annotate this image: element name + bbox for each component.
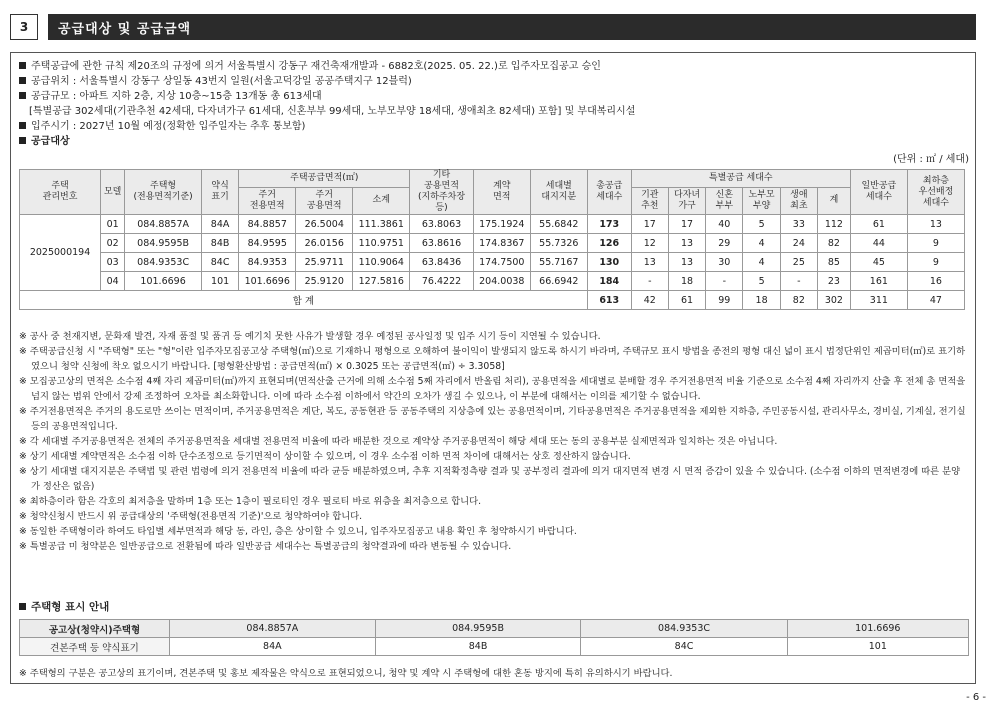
cell-sp: -	[706, 272, 743, 291]
header-other-common: 기타 공용면적 (지하주차장등)	[410, 170, 474, 215]
cell-excl: 84.9353	[239, 253, 296, 272]
table-row	[20, 234, 965, 253]
cell-sp: 17	[631, 215, 668, 234]
cell-common: 25.9711	[296, 253, 353, 272]
cell-contract: 204.0038	[473, 272, 530, 291]
bullet-square-icon	[19, 137, 26, 144]
cell-sp: 13	[668, 253, 705, 272]
header-housing-type: 주택형 (전용면적기준)	[125, 170, 202, 215]
cell-sp-sum: 23	[817, 272, 850, 291]
cell-excl: 101.6696	[239, 272, 296, 291]
header-common-area: 주거 공용면적	[296, 187, 353, 214]
bullet-square-icon	[19, 92, 26, 99]
intro-location: 공급위치 : 서울특별시 강동구 상일동 43번지 일원(서울고덕강일 공공주택지구 12블럭)	[19, 74, 635, 89]
cell-sp: 12	[631, 234, 668, 253]
note-item: ※ 최하층이라 함은 각호의 최저층을 말하며 1층 또는 1층이 필로티인 경우 필로티 바로 위층을 최저층으로 합니다.	[19, 496, 482, 507]
header-area-group: 주택공급면적(㎡)	[239, 170, 410, 188]
cell-type: 084.9595B	[125, 234, 202, 253]
total-sp: 18	[743, 291, 780, 310]
cell-sp: 18	[668, 272, 705, 291]
cell-land: 55.7167	[530, 253, 587, 272]
note-item: ※ 특별공급 미 청약분은 일반공급으로 전환됨에 따라 일반공급 세대수는 특별공급의 청약결과에 따라 변동될 수 있습니다.	[19, 541, 512, 552]
cell-abbr: 84B	[201, 234, 238, 253]
total-sp: 42	[631, 291, 668, 310]
header-sp-institution: 기관 추천	[631, 187, 668, 214]
header-sp-sum: 계	[817, 187, 850, 214]
type-display-note: ※ 주택형의 구분은 공고상의 표기이며, 견본주택 및 홍보 제작물은 약식으로 표현되었으니, 청약 및 계약 시 주택형에 대한 혼동 방지에 특히 유의하시기 바랍니다.	[19, 668, 673, 679]
cell-sp-sum: 82	[817, 234, 850, 253]
note-item: ※ 모집공고상의 면적은 소수점 4째 자리 제곱미터(㎡)까지 표현되며(면적산출 근거에 의해 소수점 5째 자리에서 반올림 처리), 공용면적을 세대별로 분배할 경우 주거전용면적 비율 기준으로 소수점 4째 자리까지 산출 후 전체 총 면적을 넘지 않는 범위 안에서 강제 조정하여 오차를 최소화합니다. 이에 따라 소수점 이하에서 약간의 오차가 생길 수 있으나, 이 부분에 대해서는 이의를 제기할 수 없습니다.	[19, 376, 966, 402]
type-abbr-cell: 84B	[375, 638, 581, 656]
cell-model: 03	[101, 253, 125, 272]
intro-special-supply: [특별공급 302세대(기관추천 42세대, 다자녀가구 61세대, 신혼부부 99세대, 노부모부양 18세대, 생애최초 82세대) 포함] 및 부대복리시설	[29, 106, 636, 117]
cell-sp: 25	[780, 253, 817, 272]
page-number: - 6 -	[966, 692, 986, 703]
section-number: 3	[10, 14, 38, 40]
header-subtotal: 소계	[353, 187, 410, 214]
intro-approval: 주택공급에 관한 규칙 제20조의 규정에 의거 서울특별시 강동구 재건축재개발과 - 6882호(2025. 05. 22.)로 입주자모집공고 승인	[19, 59, 635, 74]
header-total-supply: 총공급 세대수	[587, 170, 631, 215]
cell-other: 76.4222	[410, 272, 474, 291]
bullet-square-icon	[19, 122, 26, 129]
cell-type: 101.6696	[125, 272, 202, 291]
cell-sp: 4	[743, 253, 780, 272]
note-item: ※ 청약신청시 반드시 위 공급대상의 '주택형(전용면적 기준)'으로 청약하여야 합니다.	[19, 511, 363, 522]
cell-general: 44	[850, 234, 907, 253]
cell-total: 126	[587, 234, 631, 253]
cell-common: 25.9120	[296, 272, 353, 291]
header-lowest-floor: 최하층 우선배정 세대수	[907, 170, 964, 215]
cell-general: 161	[850, 272, 907, 291]
mgmt-no-cell: 2025000194	[20, 215, 101, 291]
cell-sp: 24	[780, 234, 817, 253]
cell-lowest: 13	[907, 215, 964, 234]
cell-land: 55.7326	[530, 234, 587, 253]
note-item: ※ 상기 세대별 계약면적은 소수점 이하 단수조정으로 등기면적이 상이할 수 있으며, 이 경우 소수점 이하 면적 차이에 대해서는 상호 정산하지 않습니다.	[19, 451, 631, 462]
content-box	[10, 52, 976, 684]
cell-subtotal: 110.9064	[353, 253, 410, 272]
bullet-square-icon	[19, 62, 26, 69]
cell-model: 04	[101, 272, 125, 291]
table-row	[20, 215, 965, 234]
total-row	[20, 291, 965, 310]
cell-lowest: 9	[907, 253, 964, 272]
section-title: 공급대상 및 공급금액	[48, 14, 976, 40]
cell-contract: 174.7500	[473, 253, 530, 272]
bullet-square-icon	[19, 77, 26, 84]
header-land-share: 세대별 대지지분	[530, 170, 587, 215]
cell-excl: 84.9595	[239, 234, 296, 253]
total-sp: 61	[668, 291, 705, 310]
cell-sp-sum: 85	[817, 253, 850, 272]
total-label: 합 계	[20, 291, 588, 310]
cell-other: 63.8063	[410, 215, 474, 234]
cell-sp: 29	[706, 234, 743, 253]
cell-total: 130	[587, 253, 631, 272]
cell-lowest: 9	[907, 234, 964, 253]
cell-sp: -	[780, 272, 817, 291]
cell-land: 66.6942	[530, 272, 587, 291]
unit-label: (단위 : ㎡ / 세대)	[893, 154, 969, 165]
cell-sp: 5	[743, 272, 780, 291]
cell-model: 02	[101, 234, 125, 253]
cell-model: 01	[101, 215, 125, 234]
note-item: ※ 공사 중 천재지변, 문화재 발견, 자재 품절 및 품귀 등 예기치 못한 사유가 발생할 경우 예정된 공사일정 및 입주 시기 등이 지연될 수 있습니다.	[19, 331, 601, 342]
cell-total: 173	[587, 215, 631, 234]
total-sp: 99	[706, 291, 743, 310]
total-sp-sum: 302	[817, 291, 850, 310]
cell-type: 084.8857A	[125, 215, 202, 234]
cell-sp: 30	[706, 253, 743, 272]
cell-sp: 4	[743, 234, 780, 253]
cell-contract: 174.8367	[473, 234, 530, 253]
cell-subtotal: 110.9751	[353, 234, 410, 253]
cell-total: 184	[587, 272, 631, 291]
header-mgmt-no: 주택 관리번호	[20, 170, 101, 215]
type-row-label: 견본주택 등 약식표기	[20, 638, 170, 656]
header-sp-first-life: 생애 최초	[780, 187, 817, 214]
type-abbr-cell: 84A	[170, 638, 376, 656]
cell-abbr: 101	[201, 272, 238, 291]
header-contract-area: 계약 면적	[473, 170, 530, 215]
header-model: 모델	[101, 170, 125, 215]
intro-supply-target: 공급대상	[19, 134, 635, 149]
cell-sp: 40	[706, 215, 743, 234]
header-exclusive-area: 주거 전용면적	[239, 187, 296, 214]
cell-land: 55.6842	[530, 215, 587, 234]
header-general-supply: 일반공급 세대수	[850, 170, 907, 215]
note-item: ※ 동일한 주택형이라 하여도 타입별 세부면적과 해당 동, 라인, 층은 상이할 수 있으니, 입주자모집공고 내용 확인 후 청약하시기 바랍니다.	[19, 526, 577, 537]
type-header-cell: 084.9595B	[375, 620, 581, 638]
intro-move-in: 입주시기 : 2027년 10월 예정(정확한 입주일자는 추후 통보함)	[19, 119, 635, 134]
cell-subtotal: 111.3861	[353, 215, 410, 234]
cell-type: 084.9353C	[125, 253, 202, 272]
bullet-square-icon	[19, 603, 26, 610]
cell-lowest: 16	[907, 272, 964, 291]
note-item: ※ 상기 세대별 대지지분은 주택법 및 관련 법령에 의거 전용면적 비율에 따라 균등 배분하였으며, 추후 지적확정측량 결과 및 공부정리 결과에 의거 대지면적 변경 시 면적 증감이 있을 수 있습니다. (소수점 이하의 면적변경에 따른 분양가 정산은 없음)	[19, 466, 961, 492]
cell-abbr: 84A	[201, 215, 238, 234]
header-sp-newlywed: 신혼 부부	[706, 187, 743, 214]
cell-contract: 175.1924	[473, 215, 530, 234]
cell-abbr: 84C	[201, 253, 238, 272]
cell-sp: 13	[631, 253, 668, 272]
table-row	[20, 253, 965, 272]
note-item: ※ 각 세대별 주거공용면적은 전체의 주거공용면적을 세대별 전용면적 비율에 따라 배분한 것으로 계약상 주거공용면적이 해당 세대 또는 동의 공용부분 실제면적과 일치하는 것은 아닙니다.	[19, 436, 778, 447]
cell-general: 61	[850, 215, 907, 234]
header-special-group: 특별공급 세대수	[631, 170, 850, 188]
cell-sp: 13	[668, 234, 705, 253]
type-display-table	[19, 619, 969, 656]
table-row	[20, 272, 965, 291]
total-lowest: 47	[907, 291, 964, 310]
type-header-cell: 101.6696	[787, 620, 968, 638]
type-abbr-cell: 84C	[581, 638, 787, 656]
cell-excl: 84.8857	[239, 215, 296, 234]
cell-common: 26.5004	[296, 215, 353, 234]
cell-sp: 17	[668, 215, 705, 234]
notes-list	[19, 329, 969, 554]
note-item: ※ 주거전용면적은 주거의 용도로만 쓰이는 면적이며, 주거공용면적은 계단, 복도, 공동현관 등 공동주택의 지상층에 있는 공용면적이며, 기타공용면적은 주거공용면적을 제외한 지하층, 주민공동시설, 관리사무소, 경비실, 기계실, 전기실 등의 공용면적입니다.	[19, 406, 966, 432]
note-item: ※ 주택공급신청 시 "주택형" 또는 "형"이란 입주자모집공고상 주택형(㎡)으로 기재하니 평형으로 오해하여 불이익이 발생되지 않도록 하시기 바라며, 주택규모 표시 방법을 종전의 평형 대신 넓이 표시 법정단위인 제곱미터(㎡)로 표기하였으니 청약 신청에 착오 없으시기 바랍니다. [평형환산방법 : 공급면적(㎡) × 0.3025 또는 공급면적(㎡) ÷ 3.3058]	[19, 346, 966, 372]
type-header-label: 공고상(청약시)주택형	[20, 620, 170, 638]
cell-general: 45	[850, 253, 907, 272]
intro-scale: 공급규모 : 아파트 지하 2층, 지상 10층~15층 13개동 총 613세대	[19, 89, 635, 104]
section-header	[10, 14, 976, 40]
total-supply: 613	[587, 291, 631, 310]
header-sp-elderly-parent: 노부모 부양	[743, 187, 780, 214]
total-sp: 82	[780, 291, 817, 310]
cell-other: 63.8616	[410, 234, 474, 253]
type-display-title: 주택형 표시 안내	[19, 599, 109, 614]
cell-sp: -	[631, 272, 668, 291]
header-sp-multichild: 다자녀 가구	[668, 187, 705, 214]
cell-sp: 33	[780, 215, 817, 234]
cell-subtotal: 127.5816	[353, 272, 410, 291]
cell-common: 26.0156	[296, 234, 353, 253]
type-abbr-cell: 101	[787, 638, 968, 656]
intro-lines	[19, 59, 635, 149]
type-header-cell: 084.8857A	[170, 620, 376, 638]
total-general: 311	[850, 291, 907, 310]
supply-table	[19, 169, 965, 310]
type-header-cell: 084.9353C	[581, 620, 787, 638]
cell-sp-sum: 112	[817, 215, 850, 234]
header-abbr: 약식 표기	[201, 170, 238, 215]
cell-sp: 5	[743, 215, 780, 234]
cell-other: 63.8436	[410, 253, 474, 272]
